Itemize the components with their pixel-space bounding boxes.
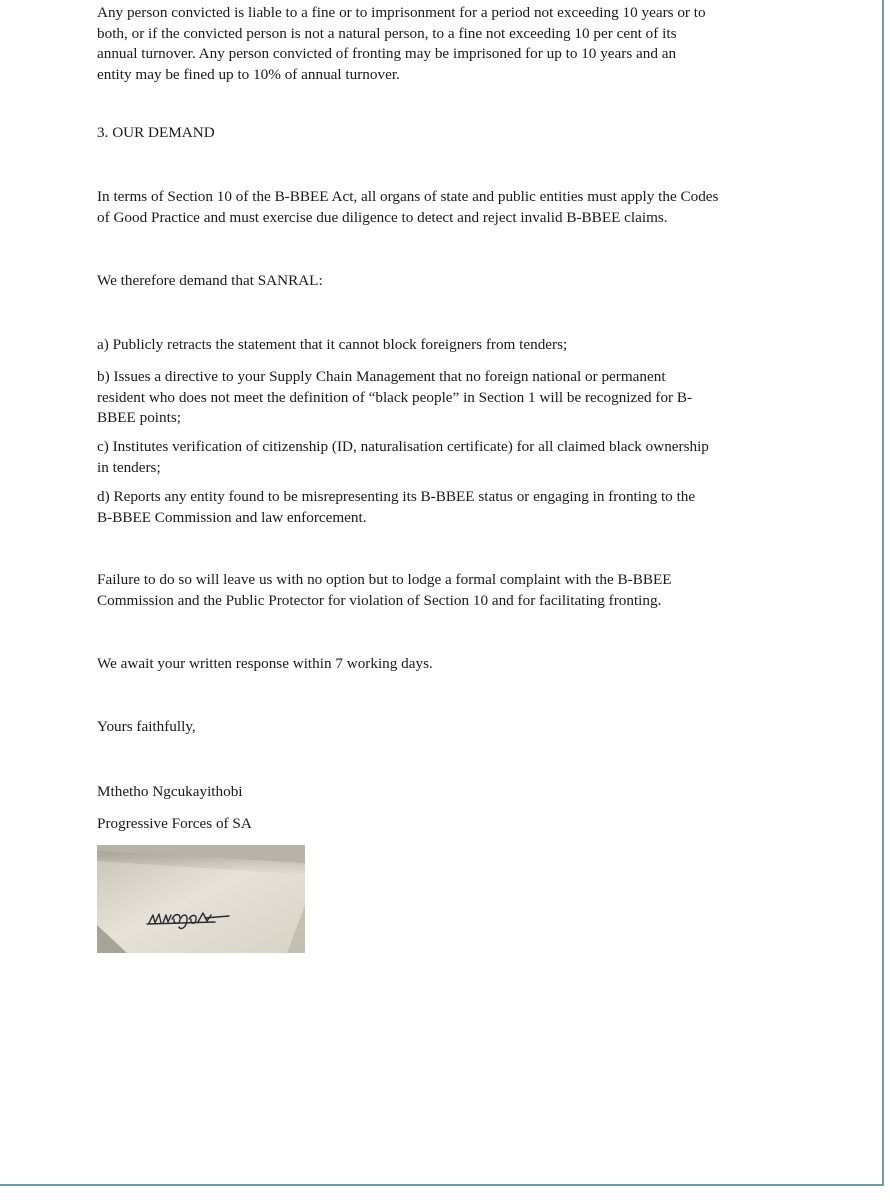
signatory-organisation: Progressive Forces of SA (97, 815, 252, 832)
section-10-paragraph: In terms of Section 10 of the B-BBEE Act, all organs of state and public entities must apply the Codes of Good Practice and must exercise due diligence to detect and reject invalid B-BBEE claims. (97, 188, 719, 226)
failure-paragraph: Failure to do so will leave us with no option but to lodge a formal complaint with the B-BBEE Commission and the Public Protector for violation of Section 10 and for facilitating fronting. (97, 571, 672, 609)
intro-paragraph: Any person convicted is liable to a fine or to imprisonment for a period not exceeding 10 years or to both, or if the convicted person is not a natural person, to a fine not exceeding 10 per cent of its annual turnover. Any person convicted of fronting may be imprisoned for up to 10 years and an entity may be fined up to 10% of annual turnover. (97, 4, 706, 83)
demand-item-c: c) Institutes verification of citizenship (ID, naturalisation certificate) for all claimed black ownership in tenders; (97, 438, 709, 476)
demand-item-b: b) Issues a directive to your Supply Chain Management that no foreign national or permanent resident who does not meet the definition of “black people” in Section 1 will be recognized for B-BBEE points; (97, 368, 693, 426)
demand-item-a: a) Publicly retracts the statement that it cannot block foreigners from tenders; (97, 336, 568, 353)
demand-intro: We therefore demand that SANRAL: (97, 272, 323, 289)
signature-image (97, 845, 305, 953)
demand-item-d: d) Reports any entity found to be misrepresenting its B-BBEE status or engaging in fronting to the B-BBEE Commission and law enforcement. (97, 488, 696, 526)
response-paragraph: We await your written response within 7 working days. (97, 655, 433, 672)
closing-salutation: Yours faithfully, (97, 718, 196, 735)
signatory-name: Mthetho Ngcukayithobi (97, 783, 243, 800)
section-heading: 3. OUR DEMAND (97, 124, 215, 141)
